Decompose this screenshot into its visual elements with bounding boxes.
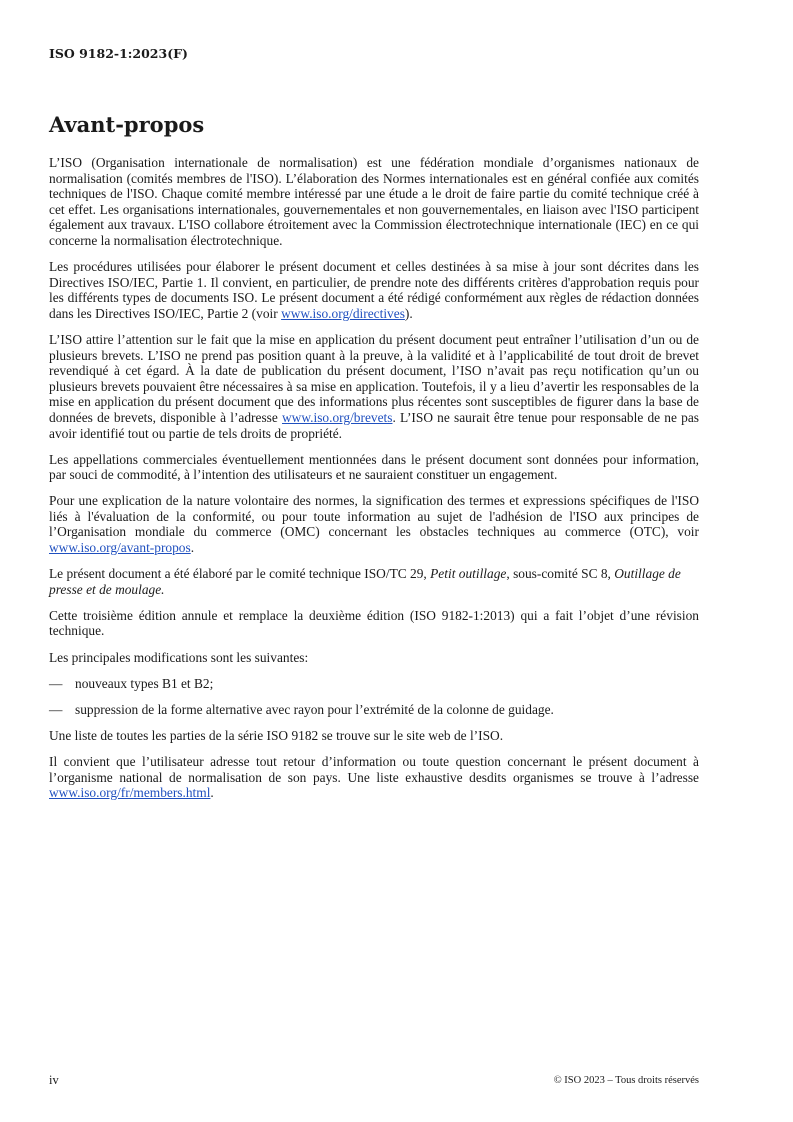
page-title: Avant-propos [49, 112, 205, 137]
paragraph-changes-intro: Les principales modifications sont les suivantes: [49, 649, 309, 665]
dash-bullet: — [49, 701, 63, 717]
link-brevets[interactable]: www.iso.org/brevets [282, 409, 393, 425]
paragraph-series-list: Une liste de toutes les parties de la série ISO 9182 se trouve sur le site web de l’ISO. [49, 727, 504, 743]
paragraph-feedback: Il convient que l’utilisateur adresse tout retour d’information ou toute question concernant le présent document à l’organisme national de normalisation de son pays. Une liste exhaustive desdits organismes se trouve à l’adresse www.iso.org/fr/members.html. [49, 753, 699, 801]
page-number: iv [49, 1073, 59, 1087]
paragraph-procedures: Les procédures utilisées pour élaborer le présent document et celles destinées à sa mise à jour sont décrites dans les Directives ISO/IEC, Partie 1. Il convient, en particulier, de prendre note des différents critères d'approbation requis pour les différents types de documents ISO. Le présent document a été rédigé conformément aux règles de rédaction données dans les Directives ISO/IEC, Partie 2 (voir www.iso.org/directives). [49, 259, 699, 321]
paragraph-trade-names: Les appellations commerciales éventuellement mentionnées dans le présent document sont données pour information, par souci de commodité, à l’intention des utilisateurs et ne sauraient constituer un engagement. [49, 451, 699, 483]
foreword-body [49, 155, 699, 811]
list-item: — suppression de la forme alternative avec rayon pour l’extrémité de la colonne de guidage. [49, 701, 554, 717]
paragraph-edition: Cette troisième édition annule et remplace la deuxième édition (ISO 9182-1:2013) qui a fait l’objet d’une révision technique. [49, 607, 699, 639]
paragraph-voluntary-nature: Pour une explication de la nature volontaire des normes, la signification des termes et expressions spécifiques de l'ISO liés à l'évaluation de la conformité, ou pour toute information au sujet de l'adhésion de l'ISO aux principes de l’Organisation mondiale du commerce (OMC) concernant les obstacles techniques au commerce (OTC), voir www.iso.org/avant-propos. [49, 493, 699, 556]
paragraph-iso-intro: L’ISO (Organisation internationale de normalisation) est une fédération mondiale d’organismes nationaux de normalisation (comités membres de l'ISO). L’élaboration des Normes internationales est en général confiée aux comités techniques de l'ISO. Chaque comité membre intéressé par une étude a le droit de faire partie du comité technique créé à cet effet. Les organisations internationales, gouvernementales et non gouvernementales, en liaison avec l'ISO participent également aux travaux. L'ISO collabore étroitement avec la Commission électrotechnique internationale (IEC) en ce qui concerne la normalisation électrotechnique. [49, 155, 699, 248]
link-avant-propos[interactable]: www.iso.org/avant-propos [49, 540, 191, 556]
list-item: — nouveaux types B1 et B2; [49, 675, 214, 691]
document-id-header: ISO 9182-1:2023(F) [49, 46, 188, 61]
paragraph-patents: L’ISO attire l’attention sur le fait que la mise en application du présent document peut entraîner l’utilisation d’un ou de plusieurs brevets. L’ISO ne prend pas position quant à la preuve, à la validité et à l’applicabilité de tout droit de brevet revendiqué à cet égard. À la date de publication du présent document, l’ISO n’avait pas reçu notification qu’un ou plusieurs brevets pouvaient être nécessaires à sa mise en application. Toutefois, il y a lieu d’avertir les responsables de la mise en application du présent document que des informations plus récentes sont susceptibles de figurer dans la base de données de brevets, disponible à l’adresse www.iso.org/brevets. L’ISO ne saurait être tenue pour responsable de ne pas avoir identifié tout ou partie de tels droits de propriété. [49, 331, 699, 441]
link-members[interactable]: www.iso.org/fr/members.html [49, 785, 211, 801]
dash-bullet: — [49, 675, 63, 691]
copyright-notice: © ISO 2023 – Tous droits réservés [553, 1075, 699, 1086]
link-directives[interactable]: www.iso.org/directives [281, 305, 405, 321]
paragraph-committee: Le présent document a été élaboré par le comité technique ISO/TC 29, Petit outillage, sous-comité SC 8, Outillage de presse et de moulage. [49, 566, 681, 597]
